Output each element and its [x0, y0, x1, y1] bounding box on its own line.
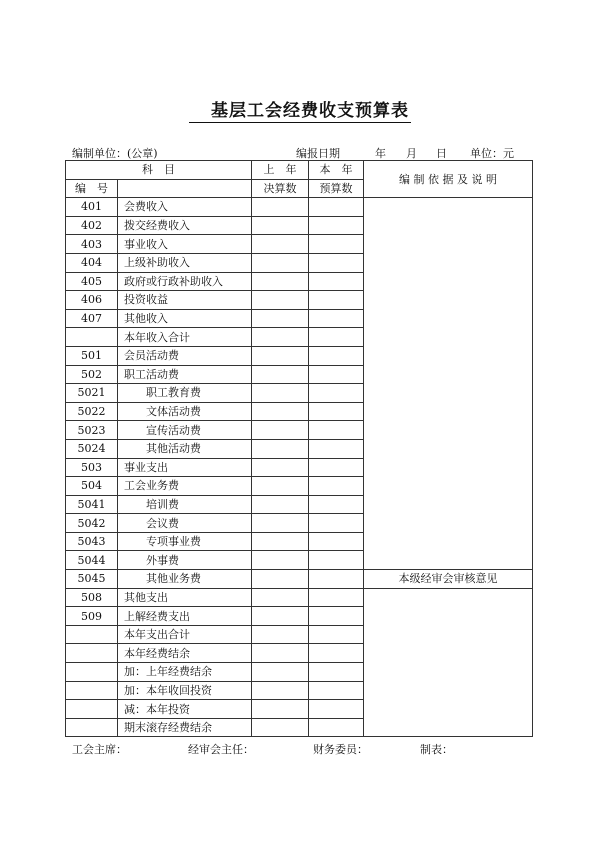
year-label: 年 — [375, 147, 386, 160]
last-year-actual-cell[interactable] — [252, 458, 309, 477]
last-year-actual-cell[interactable] — [252, 346, 309, 365]
row-subject: 文体活动费 — [118, 402, 252, 421]
row-subject: 职工活动费 — [118, 365, 252, 384]
last-year-actual-cell[interactable] — [252, 384, 309, 403]
last-year-actual-cell[interactable] — [252, 570, 309, 589]
this-year-budget-cell[interactable] — [309, 439, 364, 458]
row-subject: 上级补助收入 — [118, 253, 252, 272]
row-code: 5041 — [66, 495, 118, 514]
row-code: 5042 — [66, 514, 118, 533]
unit-label: 编制单位：(公章) — [72, 147, 158, 160]
last-year-actual-cell[interactable] — [252, 402, 309, 421]
last-year-actual-cell[interactable] — [252, 700, 309, 719]
row-code — [66, 663, 118, 682]
row-subject: 减：本年投资 — [118, 700, 252, 719]
date-label: 编报日期 — [296, 147, 340, 160]
last-year-actual-cell[interactable] — [252, 607, 309, 626]
last-year-actual-cell[interactable] — [252, 216, 309, 235]
row-code: 508 — [66, 588, 118, 607]
this-year-budget-cell[interactable] — [309, 718, 364, 737]
row-subject: 外事费 — [118, 551, 252, 570]
this-year-budget-cell[interactable] — [309, 681, 364, 700]
this-year-budget-cell[interactable] — [309, 384, 364, 403]
last-year-actual-cell[interactable] — [252, 532, 309, 551]
this-year-budget-cell[interactable] — [309, 625, 364, 644]
last-year-actual-cell[interactable] — [252, 625, 309, 644]
last-year-actual-cell[interactable] — [252, 198, 309, 217]
last-year-actual-cell[interactable] — [252, 421, 309, 440]
this-year-budget-cell[interactable] — [309, 588, 364, 607]
title-text: 基层工会经费收支预算表 — [189, 101, 411, 123]
last-year-header-1: 上 年 — [252, 161, 309, 180]
last-year-actual-cell[interactable] — [252, 681, 309, 700]
row-code: 5024 — [66, 439, 118, 458]
row-code: 5023 — [66, 421, 118, 440]
row-subject: 其他业务费 — [118, 570, 252, 589]
last-year-actual-cell[interactable] — [252, 235, 309, 254]
this-year-budget-cell[interactable] — [309, 477, 364, 496]
this-year-budget-cell[interactable] — [309, 328, 364, 347]
review-opinion-cell[interactable] — [364, 588, 533, 737]
basis-notes-cell[interactable] — [364, 198, 533, 570]
row-code: 403 — [66, 235, 118, 254]
last-year-actual-cell[interactable] — [252, 291, 309, 310]
last-year-actual-cell[interactable] — [252, 477, 309, 496]
row-subject: 加：本年收回投资 — [118, 681, 252, 700]
last-year-actual-cell[interactable] — [252, 272, 309, 291]
last-year-actual-cell[interactable] — [252, 588, 309, 607]
this-year-budget-cell[interactable] — [309, 216, 364, 235]
row-code — [66, 718, 118, 737]
last-year-actual-cell[interactable] — [252, 644, 309, 663]
row-subject: 其他收入 — [118, 309, 252, 328]
last-year-actual-cell[interactable] — [252, 663, 309, 682]
table-row — [66, 570, 533, 589]
row-code: 407 — [66, 309, 118, 328]
page-title — [0, 96, 600, 121]
this-year-budget-cell[interactable] — [309, 421, 364, 440]
finance-member-signature: 财务委员： — [313, 743, 368, 756]
row-subject: 专项事业费 — [118, 532, 252, 551]
month-label: 月 — [406, 147, 417, 160]
row-code — [66, 700, 118, 719]
this-year-budget-cell[interactable] — [309, 253, 364, 272]
last-year-actual-cell[interactable] — [252, 365, 309, 384]
this-year-budget-cell[interactable] — [309, 644, 364, 663]
row-code: 406 — [66, 291, 118, 310]
last-year-header-2: 决算数 — [252, 179, 309, 198]
this-year-budget-cell[interactable] — [309, 309, 364, 328]
this-year-budget-cell[interactable] — [309, 663, 364, 682]
row-code: 401 — [66, 198, 118, 217]
row-code: 405 — [66, 272, 118, 291]
this-year-budget-cell[interactable] — [309, 551, 364, 570]
row-subject: 其他活动费 — [118, 439, 252, 458]
row-code: 501 — [66, 346, 118, 365]
row-subject: 本年支出合计 — [118, 625, 252, 644]
this-year-budget-cell[interactable] — [309, 346, 364, 365]
row-code — [66, 625, 118, 644]
subject-blank-header — [118, 179, 252, 198]
this-year-budget-cell[interactable] — [309, 291, 364, 310]
row-subject: 其他支出 — [118, 588, 252, 607]
last-year-actual-cell[interactable] — [252, 328, 309, 347]
row-subject: 会员活动费 — [118, 346, 252, 365]
row-subject: 政府或行政补助收入 — [118, 272, 252, 291]
row-subject: 宣传活动费 — [118, 421, 252, 440]
header-row-1 — [66, 161, 533, 180]
row-subject: 本年经费结余 — [118, 644, 252, 663]
row-code: 404 — [66, 253, 118, 272]
row-subject: 会议费 — [118, 514, 252, 533]
row-code: 5044 — [66, 551, 118, 570]
row-subject: 会费收入 — [118, 198, 252, 217]
this-year-budget-cell[interactable] — [309, 607, 364, 626]
row-code: 5021 — [66, 384, 118, 403]
basis-header: 编 制 依 据 及 说 明 — [364, 161, 533, 198]
row-code: 502 — [66, 365, 118, 384]
last-year-actual-cell[interactable] — [252, 439, 309, 458]
currency-label: 单位：元 — [470, 147, 514, 160]
this-year-budget-cell[interactable] — [309, 700, 364, 719]
table-row — [66, 588, 533, 607]
last-year-actual-cell[interactable] — [252, 514, 309, 533]
this-year-budget-cell[interactable] — [309, 570, 364, 589]
this-year-budget-cell[interactable] — [309, 365, 364, 384]
row-subject: 事业收入 — [118, 235, 252, 254]
row-code: 5022 — [66, 402, 118, 421]
this-year-budget-cell[interactable] — [309, 458, 364, 477]
row-code: 509 — [66, 607, 118, 626]
this-year-budget-cell[interactable] — [309, 495, 364, 514]
this-year-budget-cell[interactable] — [309, 198, 364, 217]
row-code: 503 — [66, 458, 118, 477]
row-code — [66, 681, 118, 700]
row-subject: 事业支出 — [118, 458, 252, 477]
budget-table — [65, 160, 533, 737]
budget-table-body — [66, 161, 533, 737]
row-subject: 加：上年经费结余 — [118, 663, 252, 682]
this-year-header-1: 本 年 — [309, 161, 364, 180]
last-year-actual-cell[interactable] — [252, 495, 309, 514]
row-code — [66, 644, 118, 663]
preparer-signature: 制表： — [420, 743, 453, 756]
review-opinion-label: 本级经审会审核意见 — [364, 570, 533, 589]
row-subject: 上解经费支出 — [118, 607, 252, 626]
last-year-actual-cell[interactable] — [252, 551, 309, 570]
table-row — [66, 198, 533, 217]
row-subject: 本年收入合计 — [118, 328, 252, 347]
row-subject: 期末滚存经费结余 — [118, 718, 252, 737]
row-subject: 职工教育费 — [118, 384, 252, 403]
this-year-header-2: 预算数 — [309, 179, 364, 198]
last-year-actual-cell[interactable] — [252, 253, 309, 272]
chairman-signature: 工会主席： — [72, 743, 127, 756]
subject-header: 科 目 — [66, 161, 252, 180]
row-code: 5043 — [66, 532, 118, 551]
row-subject: 拨交经费收入 — [118, 216, 252, 235]
row-code: 504 — [66, 477, 118, 496]
this-year-budget-cell[interactable] — [309, 272, 364, 291]
this-year-budget-cell[interactable] — [309, 402, 364, 421]
last-year-actual-cell[interactable] — [252, 718, 309, 737]
row-code — [66, 328, 118, 347]
audit-director-signature: 经审会主任： — [188, 743, 254, 756]
this-year-budget-cell[interactable] — [309, 514, 364, 533]
row-code: 402 — [66, 216, 118, 235]
row-code: 5045 — [66, 570, 118, 589]
row-subject: 工会业务费 — [118, 477, 252, 496]
day-label: 日 — [436, 147, 447, 160]
row-subject: 培训费 — [118, 495, 252, 514]
this-year-budget-cell[interactable] — [309, 235, 364, 254]
this-year-budget-cell[interactable] — [309, 532, 364, 551]
last-year-actual-cell[interactable] — [252, 309, 309, 328]
code-header: 编 号 — [66, 179, 118, 198]
row-subject: 投资收益 — [118, 291, 252, 310]
